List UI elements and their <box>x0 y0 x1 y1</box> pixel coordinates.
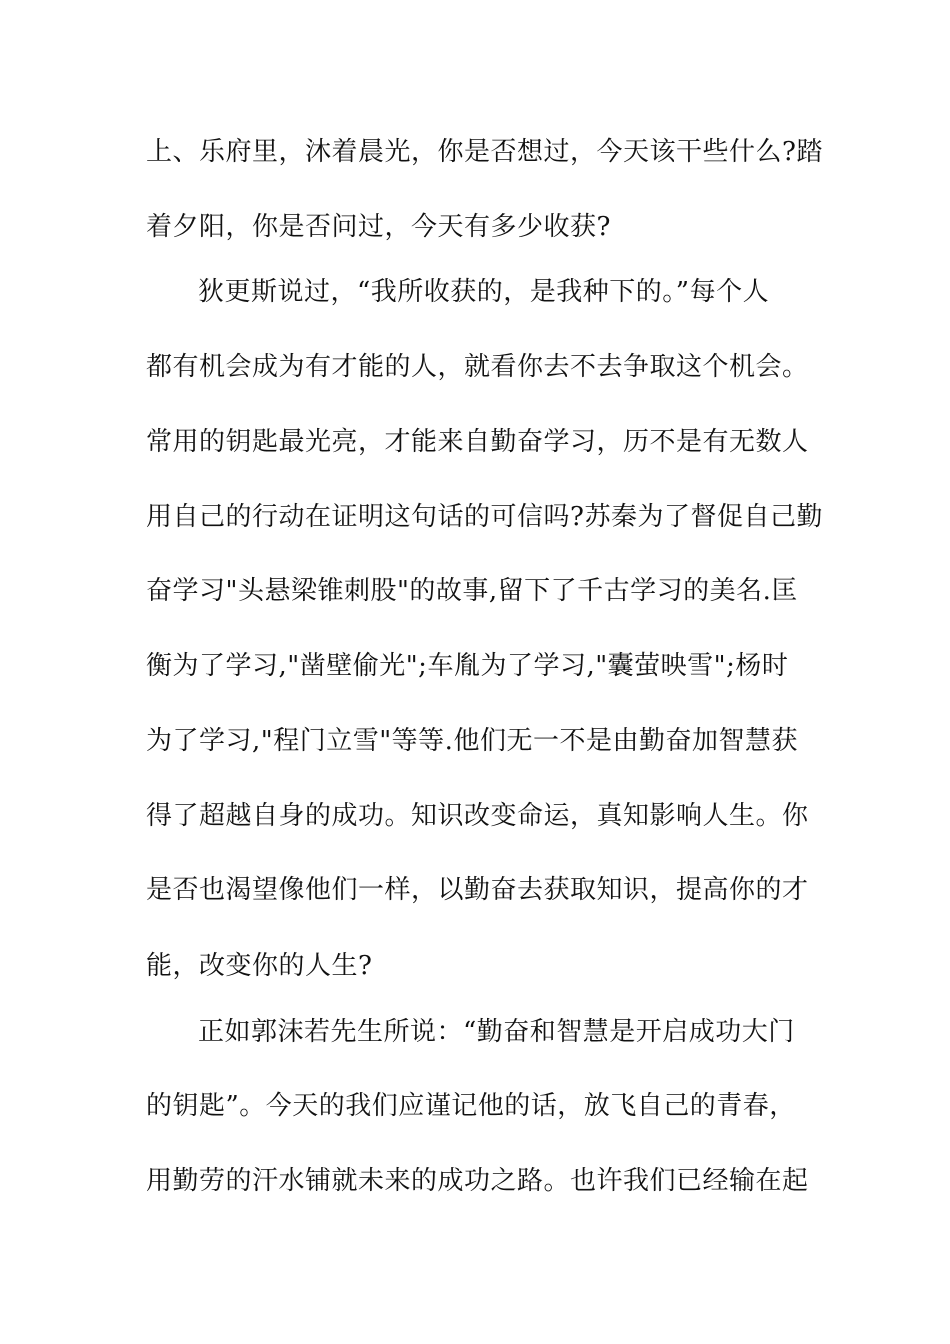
text-line: 上、乐府里，沐着晨光，你是否想过，今天该干些什么?踏 <box>146 137 823 167</box>
text-line: 是否也渴望像他们一样，以勤奋去获取知识，提高你的才 <box>146 875 809 905</box>
text-line: 用自己的行动在证明这句话的可信吗?苏秦为了督促自己勤 <box>146 502 823 532</box>
text-line: 衡为了学习,"凿壁偷光";车胤为了学习,"囊萤映雪";杨时 <box>146 651 789 681</box>
paragraph-start-line: 正如郭沫若先生所说：“勤奋和智慧是开启成功大门 <box>198 1017 795 1047</box>
text-line: 为了学习,"程门立雪"等等.他们无一不是由勤奋加智慧获 <box>146 726 798 756</box>
text-line: 都有机会成为有才能的人，就看你去不去争取这个机会。 <box>146 352 809 382</box>
text-line: 的钥匙”。今天的我们应谨记他的话，放飞自己的青春， <box>146 1091 796 1121</box>
paragraph-start-line: 狄更斯说过，“我所收获的，是我种下的。”每个人 <box>198 277 770 307</box>
text-line: 用勤劳的汗水铺就未来的成功之路。也许我们已经输在起 <box>146 1166 809 1196</box>
text-line: 奋学习"头悬梁锥刺股"的故事,留下了千古学习的美名.匡 <box>146 576 798 606</box>
text-line: 着夕阳，你是否问过，今天有多少收获? <box>146 212 611 242</box>
text-line: 得了超越自身的成功。知识改变命运，真知影响人生。你 <box>146 801 809 831</box>
text-line: 能，改变你的人生? <box>146 951 373 981</box>
text-line: 常用的钥匙最光亮，才能来自勤奋学习，历不是有无数人 <box>146 427 809 457</box>
